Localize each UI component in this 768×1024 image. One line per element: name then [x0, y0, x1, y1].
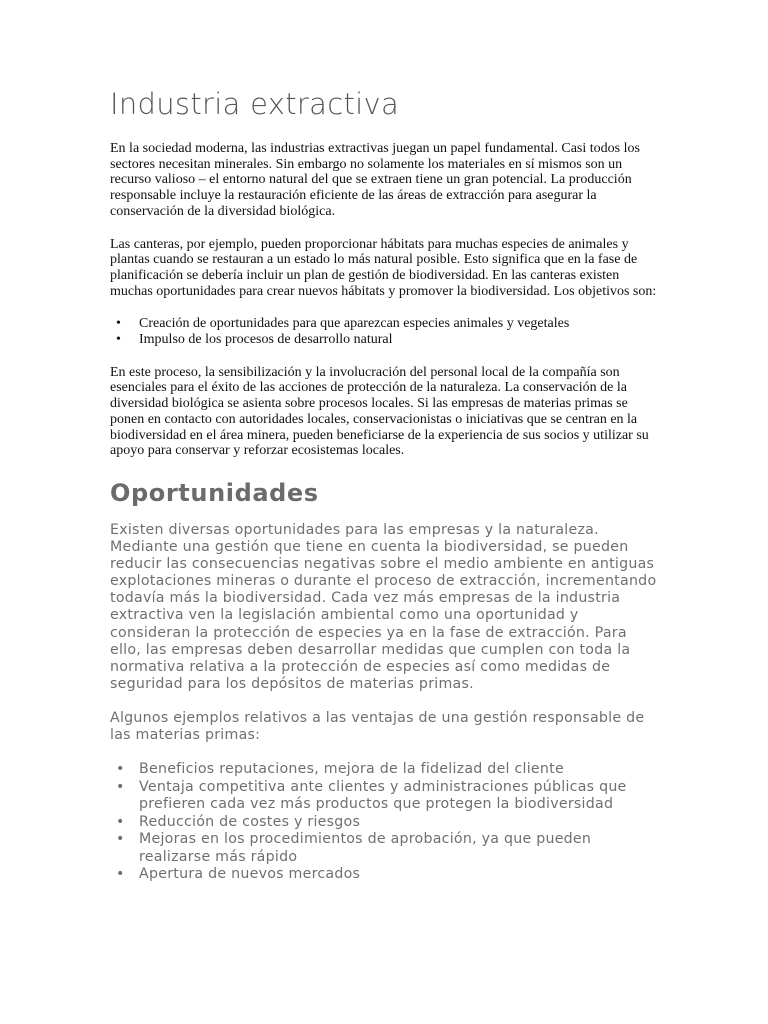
bullet-icon: • [116, 761, 125, 778]
section-title-oportunidades: Oportunidades [110, 478, 319, 507]
bullet-icon: • [116, 316, 121, 332]
advantages-list [110, 761, 658, 884]
bullet-icon: • [116, 866, 125, 883]
section-title-industria: Industria extractiva [110, 87, 400, 121]
paragraph-proceso: En este proceso, la sensibilización y la involucración del personal local de la compañía son esenciales para el éxito de las acciones de protección de la naturaleza. La conservación de la diversidad biológica se asienta sobre procesos locales. Si las empresas de materias primas se ponen en contacto con autoridades locales, conservacionistas o iniciativas que se centran en la biodiversidad en el área minera, pueden beneficiarse de la experiencia de sus socios y utilizar su apoyo para conservar y reforzar ecosistemas locales. [110, 364, 649, 459]
list-item-text: Apertura de nuevos mercados [139, 866, 361, 883]
list-item [110, 866, 658, 884]
list-item-text: Impulso de los procesos de desarrollo natural [139, 332, 393, 348]
paragraph-oportunidades: Existen diversas oportunidades para las empresas y la naturaleza. Mediante una gestión que tiene en cuenta la biodiversidad, se pueden reducir las consecuencias negativas sobre el medio ambiente en antiguas explotaciones mineras o durante el proceso de extracción, incrementando todavía más la biodiversidad. Cada vez más empresas de la industria extractiva ven la legislación ambiental como una oportunidad y consideran la protección de especies ya en la fase de extracción. Para ello, las empresas deben desarrollar medidas que cumplen con toda la normativa relativa a la protección de especies así como medidas de seguridad para los depósitos de materias primas. [110, 521, 657, 692]
list-item [110, 316, 658, 332]
list-item [110, 779, 658, 814]
paragraph-canteras: Las canteras, por ejemplo, pueden proporcionar hábitats para muchas especies de animales y plantas cuando se restauran a un estado lo más natural posible. Esto significa que en la fase de planificación se debería incluir un plan de gestión de biodiversidad. En las canteras existen muchas oportunidades para crear nuevos hábitats y promover la biodiversidad. Los objetivos son: [110, 236, 657, 299]
document-page [110, 84, 658, 884]
paragraph-intro: En la sociedad moderna, las industrias extractivas juegan un papel fundamental. Casi todos los sectores necesitan minerales. Sin embargo no solamente los materiales en sí mismos son un recurso valioso – el entorno natural del que se extraen tiene un gran potencial. La producción responsable incluye la restauración eficiente de las áreas de extracción para asegurar la conservación de la diversidad biológica. [110, 141, 640, 219]
bullet-icon: • [116, 332, 121, 348]
bullet-icon: • [116, 813, 125, 830]
list-item-text: Creación de oportunidades para que aparezcan especies animales y vegetales [139, 316, 570, 332]
paragraph-ejemplos: Algunos ejemplos relativos a las ventajas de una gestión responsable de las materias primas: [110, 709, 645, 743]
list-item-text: Ventaja competitiva ante clientes y administraciones públicas que prefieren cada vez más productos que protegen la biodiversidad [139, 778, 627, 813]
list-item-text: Reducción de costes y riesgos [139, 813, 361, 830]
list-item-text: Mejoras en los procedimientos de aprobación, ya que pueden realizarse más rápido [139, 831, 592, 865]
list-item-text: Beneficios reputaciones, mejora de la fidelizad del cliente [139, 761, 564, 778]
bullet-icon: • [116, 778, 125, 795]
bullet-icon: • [116, 831, 125, 848]
list-item [110, 332, 658, 348]
list-item [110, 761, 658, 779]
list-item [110, 831, 658, 866]
list-item [110, 814, 658, 832]
objectives-list [110, 316, 658, 347]
